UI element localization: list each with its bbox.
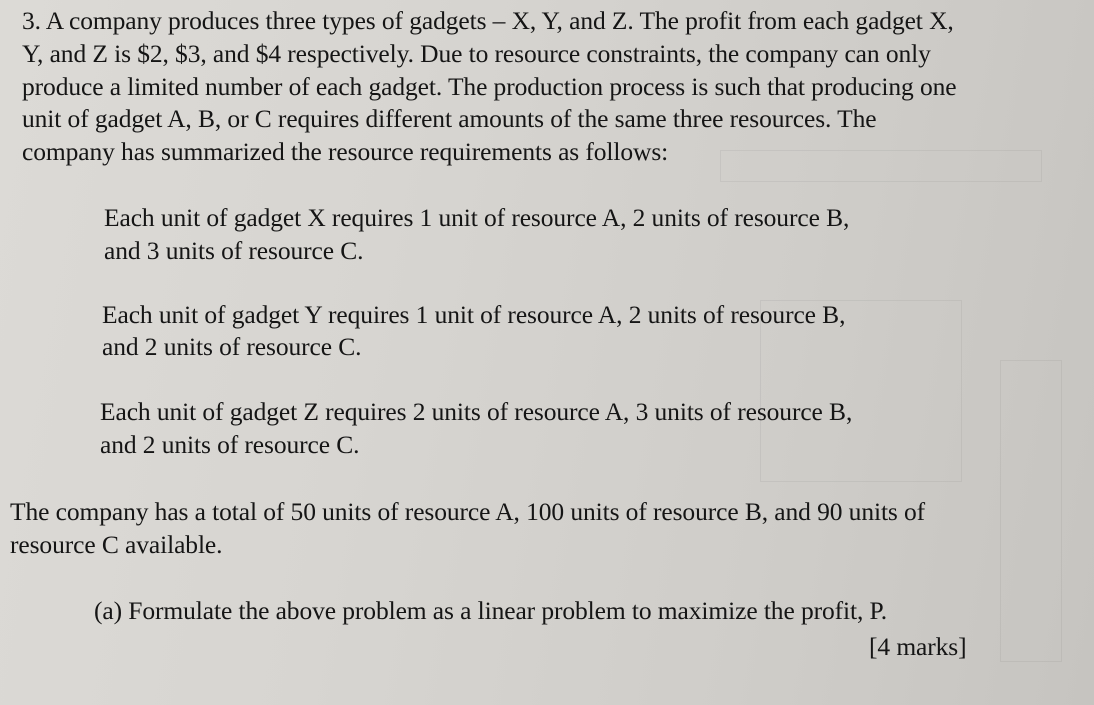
resource-totals: The company has a total of 50 units of resource A, 100 units of resource B, and 90 units of <box>10 497 926 526</box>
gadget-x-requirement: Each unit of gadget X requires 1 unit of resource A, 2 units of resource B, <box>104 203 850 232</box>
part-a-prompt: (a) Formulate the above problem as a linear problem to maximize the profit, P. <box>94 596 888 625</box>
question-intro-line: 3. A company produces three types of gadgets – X, Y, and Z. The profit from each gadget X, <box>22 6 954 35</box>
gadget-x-requirement: and 3 units of resource C. <box>104 236 364 265</box>
question-intro-line: company has summarized the resource requirements as follows: <box>22 137 669 166</box>
question-intro-line: unit of gadget A, B, or C requires different amounts of the same three resources. The <box>22 104 877 133</box>
resource-totals: resource C available. <box>10 530 223 559</box>
marks-label: [4 marks] <box>869 632 967 661</box>
gadget-z-requirement: and 2 units of resource C. <box>100 430 360 459</box>
bleed-through-box <box>720 150 1042 182</box>
question-intro-line: produce a limited number of each gadget. The production process is such that producing one <box>22 72 957 101</box>
gadget-y-requirement: Each unit of gadget Y requires 1 unit of resource A, 2 units of resource B, <box>102 300 846 329</box>
question-intro-line: Y, and Z is $2, $3, and $4 respectively. Due to resource constraints, the company can only <box>22 39 931 68</box>
gadget-y-requirement: and 2 units of resource C. <box>102 332 362 361</box>
gadget-z-requirement: Each unit of gadget Z requires 2 units of resource A, 3 units of resource B, <box>100 397 853 426</box>
bleed-through-box <box>1000 360 1062 662</box>
